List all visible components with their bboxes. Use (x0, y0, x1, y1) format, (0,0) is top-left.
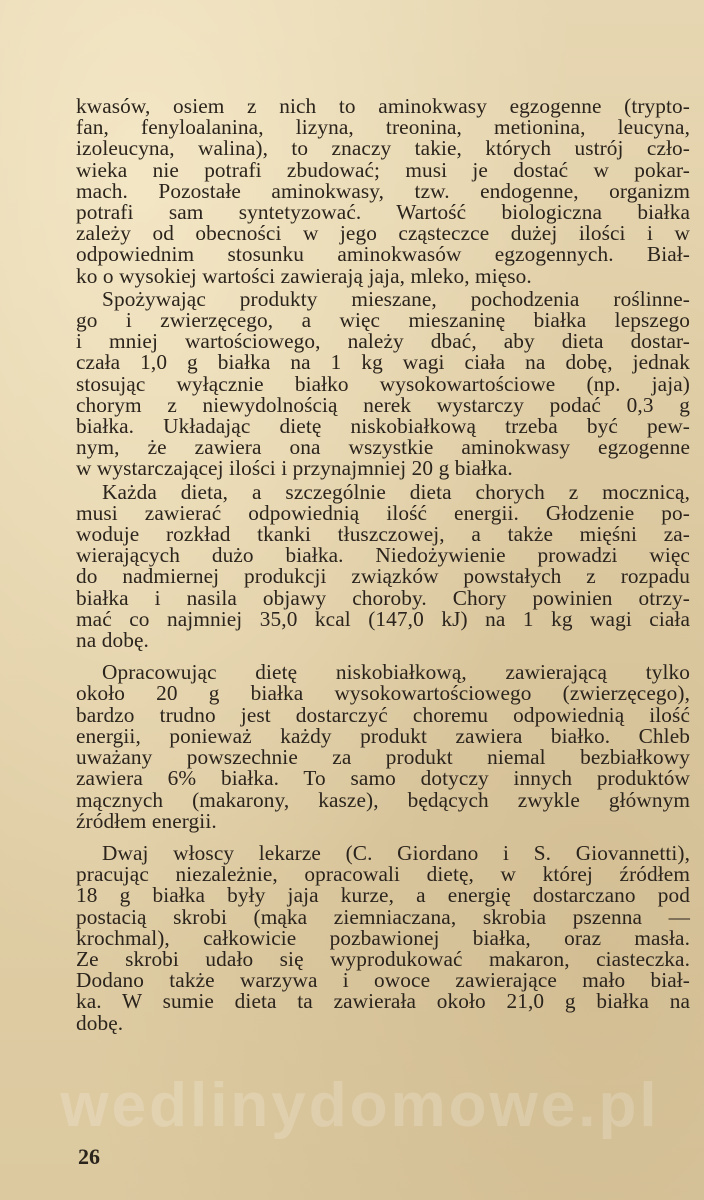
text-line: uważany powszechnie za produkt niemal bezbiałkowy (76, 745, 690, 770)
text-line: zawiera 6% białka. To samo dotyczy innych produktów (76, 766, 690, 791)
text-line: białka i nasila objawy choroby. Chory powinien otrzy- (76, 585, 690, 610)
paragraph-4 (76, 662, 690, 832)
text-line: w wystarczającej ilości i przynajmniej 20 g białka. (76, 456, 513, 481)
text-line: chorym z niewydolnością nerek wystarczy podać 0,3 g (76, 392, 690, 417)
text-line: postacią skrobi (mąka ziemniaczana, skrobia pszenna — (76, 904, 690, 929)
text-line: i mniej wartościowego, należy dbać, aby dieta dostar- (76, 329, 690, 354)
text-line: wierających dużo białka. Niedożywienie prowadzi więc (76, 543, 690, 568)
text-line: musi zawierać odpowiednią ilość energii. Głodzenie po- (76, 500, 690, 525)
text-line: źródłem energii. (76, 808, 217, 833)
text-line: stosując wyłącznie białko wysokowartościowe (np. jaja) (76, 371, 690, 396)
text-line: czała 1,0 g białka na 1 kg wagi ciała na dobę, jednak (76, 350, 690, 375)
text-line: mać co najmniej 35,0 kcal (147,0 kJ) na 1 kg wagi ciała (76, 606, 690, 631)
text-line: kwasów, osiem z nich to aminokwasy egzogenne (trypto- (76, 94, 690, 118)
text-line: ka. W sumie dieta ta zawierała około 21,0 g białka na (76, 989, 690, 1014)
text-line: nym, że zawiera ona wszystkie aminokwasy egzogenne (76, 435, 690, 460)
text-line: izoleucyna, walina), to znaczy takie, których ustrój czło- (76, 136, 690, 161)
text-line: go i zwierzęcego, a więc mieszaninę białka lepszego (76, 308, 690, 333)
text-line: pracując niezależnie, opracowali dietę, w której źródłem (76, 862, 690, 887)
text-line: zależy od obecności w jego cząsteczce dużej ilości i w (76, 221, 690, 246)
text-line: Spożywając produkty mieszane, pochodzenia roślinne- (102, 286, 690, 311)
text-body (76, 96, 690, 1034)
text-line: energii, ponieważ każdy produkt zawiera białko. Chleb (76, 723, 690, 748)
watermark: wedlinydomowe.pl (60, 1071, 660, 1140)
text-line: krochmal), całkowicie pozbawionej białka, oraz masła. (76, 925, 690, 950)
text-line: na dobę. (76, 628, 149, 653)
text-line: do nadmiernej produkcji związków powstałych z rozpadu (76, 564, 690, 589)
text-line: Dodano także warzywa i owoce zawierające mało biał- (76, 968, 690, 993)
text-line: 18 g białka były jaja kurze, a energię dostarczano pod (76, 883, 690, 908)
text-line: około 20 g białka wysokowartościowego (zwierzęcego), (76, 681, 690, 706)
text-line: woduje rozkład tkanki tłuszczowej, a także mięśni za- (76, 522, 690, 547)
text-line: Każda dieta, a szczególnie dieta chorych z mocznicą, (102, 479, 690, 504)
text-line: dobę. (76, 1010, 124, 1035)
text-line: wieka nie potrafi zbudować; musi je dostać w pokar- (76, 157, 690, 182)
text-line: ko o wysokiej wartości zawierają jaja, mleko, mięso. (76, 263, 532, 288)
text-line: Dwaj włoscy lekarze (C. Giordano i S. Giovannetti), (102, 840, 690, 865)
paragraph-3 (76, 479, 690, 653)
text-line: Ze skrobi udało się wyprodukować makaron, ciasteczka. (76, 946, 690, 971)
text-line: fan, fenyloalanina, lizyna, treonina, metionina, leucyna, (76, 115, 690, 140)
page-number: 26 (78, 1144, 100, 1169)
paragraph-5 (76, 840, 690, 1035)
text-line: bardzo trudno jest dostarczyć choremu odpowiednią ilość (76, 702, 690, 727)
text-line: odpowiednim stosunku aminokwasów egzogennych. Biał- (76, 242, 690, 267)
text-line: Opracowując dietę niskobiałkową, zawierającą tylko (102, 660, 690, 685)
paragraph-1 (76, 96, 690, 287)
text-line: potrafi sam syntetyzować. Wartość biologiczna białka (76, 200, 690, 225)
text-line: mącznych (makarony, kasze), będących zwykle głównym (76, 787, 690, 812)
text-line: mach. Pozostałe aminokwasy, tzw. endogenne, organizm (76, 178, 690, 203)
paragraph-2 (76, 286, 690, 481)
text-line: białka. Układając dietę niskobiałkową trzeba być pew- (76, 414, 690, 439)
